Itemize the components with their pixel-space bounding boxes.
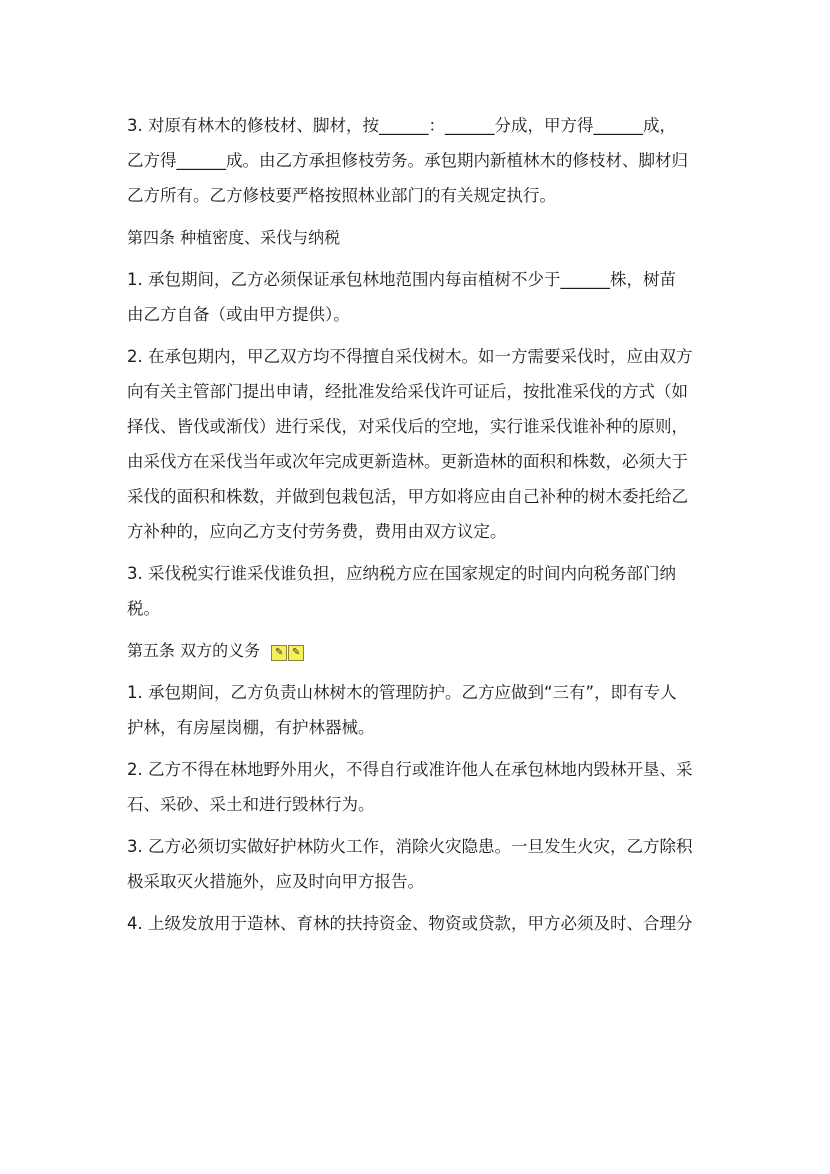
paragraph-line: 3. 对原有林木的修枝材、脚材，按______：______分成，甲方得______成， [127,116,676,135]
comment-marker-icon[interactable]: ✎ ✎ [271,632,305,667]
section-heading: 第四条 种植密度、采伐与纳税 [127,228,341,247]
paragraph-line: 1. 承包期间，乙方负责山林树木的管理防护。乙方应做到“三有”，即有专人 [127,683,677,702]
paragraph-line: 采伐的面积和株数，并做到包栽包活，甲方如将应由自己补种的树木委托给乙 [127,487,688,506]
paragraph-line: 极采取灭火措施外，应及时向甲方报告。 [127,872,424,891]
paragraph-line: 4. 上级发放用于造林、育林的扶持资金、物资或贷款，甲方必须及时、合理分 [127,914,693,933]
paragraph-line: 2. 乙方不得在林地野外用火，不得自行或准许他人在承包林地内毁林开垦、采 [127,760,693,779]
paragraph-line: 乙方所有。乙方修枝要严格按照林业部门的有关规定执行。 [127,186,556,205]
paragraph-line: 1. 承包期间，乙方必须保证承包林地范围内每亩植树不少于______株，树苗 [127,270,676,289]
paragraph-line: 税。 [127,599,160,618]
paragraph-line: 3. 乙方必须切实做好护林防火工作，消除火灾隐患。一旦发生火灾，乙方除积 [127,837,693,856]
paragraph-line: 护林，有房屋岗棚，有护林器械。 [127,718,375,737]
paragraph-line: 由乙方自备（或由甲方提供）。 [127,305,350,324]
document-body [127,108,712,941]
paragraph-line: 3. 采伐税实行谁采伐谁负担，应纳税方应在国家规定的时间内向税务部门纳 [127,564,676,583]
paragraph-line: 方补种的，应向乙方支付劳务费，费用由双方议定。 [127,522,507,541]
paragraph-line: 石、采砂、采土和进行毁林行为。 [127,795,375,814]
paragraph-line: 由采伐方在采伐当年或次年完成更新造林。更新造林的面积和株数，必须大于 [127,452,688,471]
paragraph-line: 乙方得______成。由乙方承担修枝劳务。承包期内新植林木的修枝材、脚材归 [127,151,688,170]
paragraph-line: 2. 在承包期内，甲乙双方均不得擅自采伐树木。如一方需要采伐时，应由双方 [127,347,693,366]
paragraph-line: 向有关主管部门提出申请，经批准发给采伐许可证后，按批准采伐的方式（如 [127,382,688,401]
section-heading [127,633,712,668]
paragraph-line: 择伐、皆伐或渐伐）进行采伐，对采伐后的空地，实行谁采伐谁补种的原则， [127,417,688,436]
section-heading-text: 第五条 双方的义务 [127,641,261,660]
